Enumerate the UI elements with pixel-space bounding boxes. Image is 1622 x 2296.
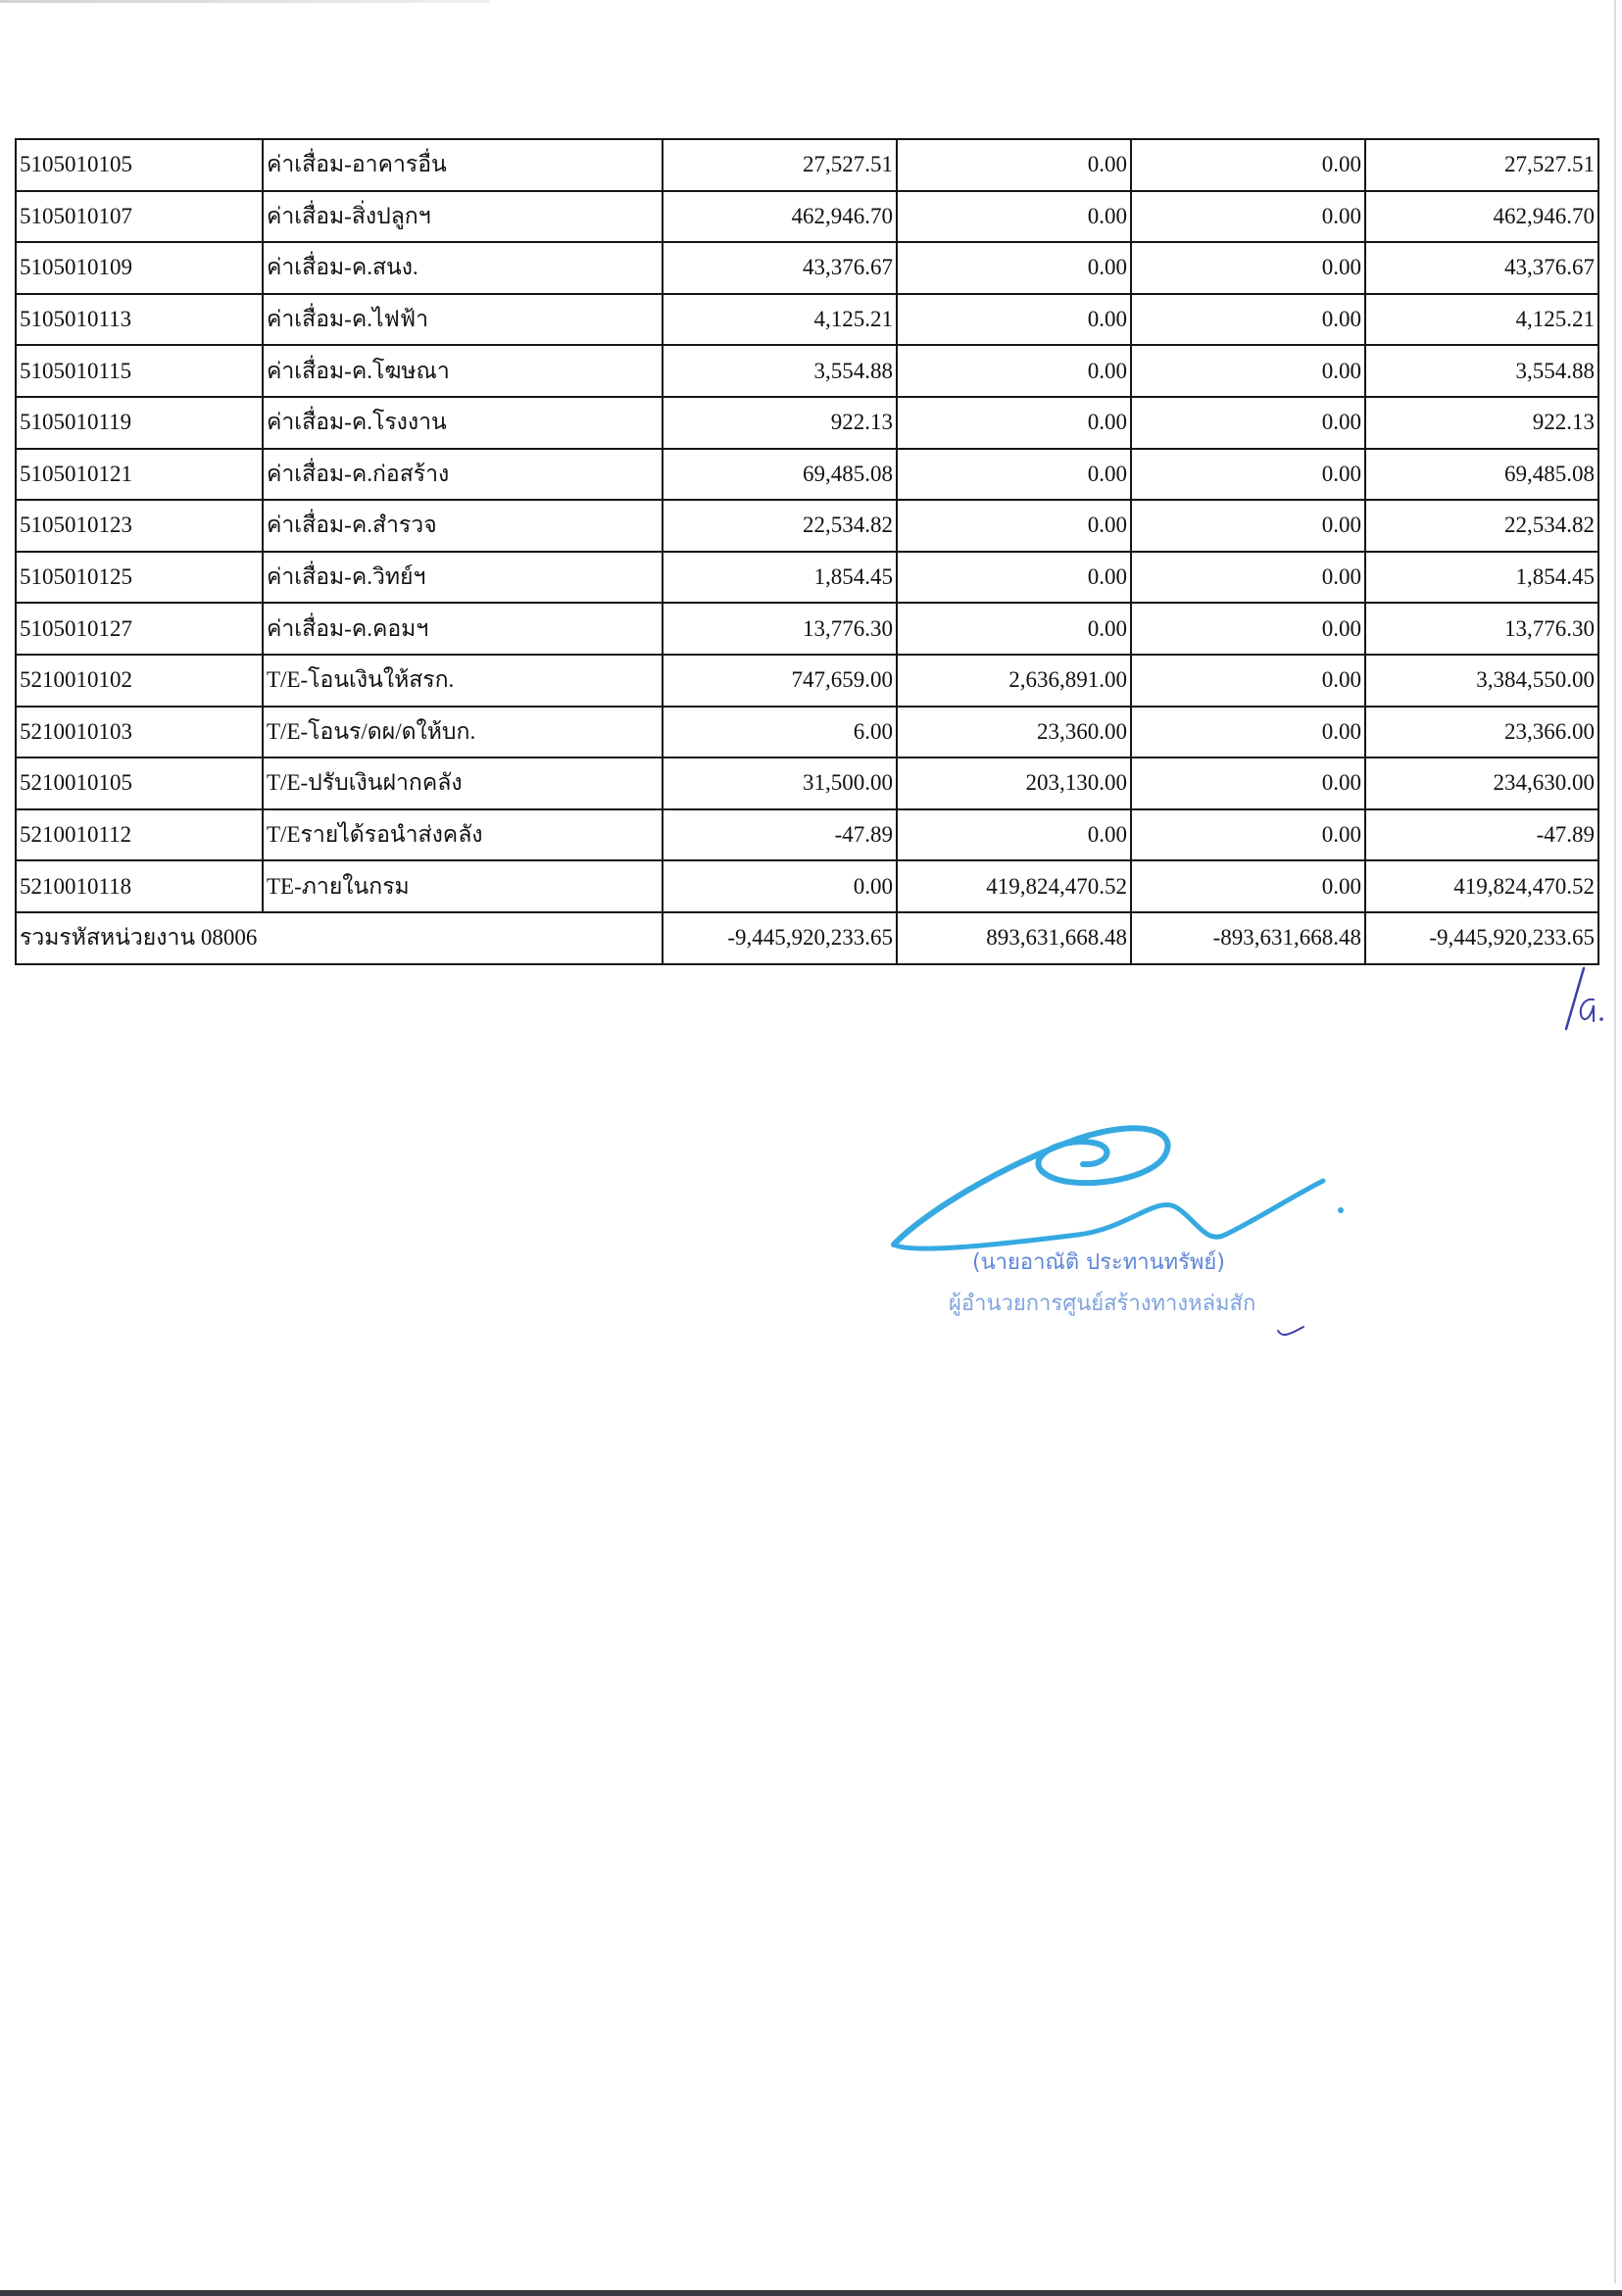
amount-col-4-cell: 419,824,470.52 [1365, 860, 1598, 912]
amount-col-4-cell: 3,554.88 [1365, 345, 1598, 397]
amount-col-4-cell: 234,630.00 [1365, 757, 1598, 809]
amount-col-2-cell: 0.00 [897, 397, 1131, 449]
total-label: รวมรหัสหน่วยงาน 08006 [16, 912, 663, 964]
amount-col-3-cell: 0.00 [1131, 552, 1365, 604]
total-row [16, 912, 1598, 964]
table-row [16, 500, 1598, 552]
account-name-cell: ค่าเสื่อม-ค.ไฟฟ้า [263, 294, 663, 346]
amount-col-1-cell: 3,554.88 [663, 345, 897, 397]
amount-col-3-cell: 0.00 [1131, 500, 1365, 552]
amount-col-4-cell: 23,366.00 [1365, 707, 1598, 758]
amount-col-2-cell: 0.00 [897, 809, 1131, 861]
amount-col-4-cell: 4,125.21 [1365, 294, 1598, 346]
account-code-cell: 5105010121 [16, 449, 263, 501]
amount-col-4-cell: 22,534.82 [1365, 500, 1598, 552]
amount-col-3-cell: 0.00 [1131, 707, 1365, 758]
amount-col-2-cell: 0.00 [897, 500, 1131, 552]
account-code-cell: 5105010125 [16, 552, 263, 604]
account-code-cell: 5105010107 [16, 191, 263, 243]
account-code-cell: 5105010105 [16, 139, 263, 191]
table-row [16, 242, 1598, 294]
amount-col-1-cell: 4,125.21 [663, 294, 897, 346]
account-code-cell: 5105010119 [16, 397, 263, 449]
total-col-3: -893,631,668.48 [1131, 912, 1365, 964]
amount-col-1-cell: 462,946.70 [663, 191, 897, 243]
account-code-cell: 5210010105 [16, 757, 263, 809]
signatory-name: (นายอาณัติ ประทานทรัพย์) [972, 1250, 1225, 1275]
account-name-cell: TE-ภายในกรม [263, 860, 663, 912]
account-name-cell: T/Eรายได้รอนำส่งคลัง [263, 809, 663, 861]
table-row [16, 757, 1598, 809]
amount-col-3-cell: 0.00 [1131, 191, 1365, 243]
amount-col-2-cell: 203,130.00 [897, 757, 1131, 809]
amount-col-4-cell: 27,527.51 [1365, 139, 1598, 191]
amount-col-2-cell: 0.00 [897, 242, 1131, 294]
amount-col-1-cell: 13,776.30 [663, 603, 897, 655]
account-name-cell: ค่าเสื่อม-ค.ก่อสร้าง [263, 449, 663, 501]
handwritten-signature-icon [882, 1098, 1352, 1254]
amount-col-4-cell: 1,854.45 [1365, 552, 1598, 604]
amount-col-2-cell: 0.00 [897, 294, 1131, 346]
signature-block [882, 1098, 1352, 1352]
account-name-cell: ค่าเสื่อม-ค.โรงงาน [263, 397, 663, 449]
account-name-cell: T/E-ปรับเงินฝากคลัง [263, 757, 663, 809]
amount-col-1-cell: 22,534.82 [663, 500, 897, 552]
amount-col-2-cell: 419,824,470.52 [897, 860, 1131, 912]
table-row [16, 449, 1598, 501]
account-code-cell: 5105010115 [16, 345, 263, 397]
amount-col-3-cell: 0.00 [1131, 242, 1365, 294]
account-name-cell: T/E-โอนเงินให้สรก. [263, 655, 663, 707]
account-code-cell: 5105010109 [16, 242, 263, 294]
amount-col-3-cell: 0.00 [1131, 397, 1365, 449]
amount-col-2-cell: 0.00 [897, 191, 1131, 243]
amount-col-2-cell: 23,360.00 [897, 707, 1131, 758]
table-row [16, 345, 1598, 397]
account-code-cell: 5210010103 [16, 707, 263, 758]
amount-col-3-cell: 0.00 [1131, 139, 1365, 191]
initial-mark-icon [1558, 960, 1617, 1039]
account-code-cell: 5105010113 [16, 294, 263, 346]
signatory-title: ผู้อำนวยการศูนย์สร้างทางหล่มสัก [949, 1292, 1256, 1316]
amount-col-1-cell: 0.00 [663, 860, 897, 912]
account-code-cell: 5105010127 [16, 603, 263, 655]
amount-col-4-cell: 43,376.67 [1365, 242, 1598, 294]
table-row [16, 552, 1598, 604]
amount-col-2-cell: 0.00 [897, 139, 1131, 191]
amount-col-1-cell: -47.89 [663, 809, 897, 861]
account-name-cell: ค่าเสื่อม-ค.วิทย์ฯ [263, 552, 663, 604]
amount-col-1-cell: 43,376.67 [663, 242, 897, 294]
account-code-cell: 5210010102 [16, 655, 263, 707]
amount-col-2-cell: 0.00 [897, 449, 1131, 501]
table-row [16, 860, 1598, 912]
amount-col-1-cell: 747,659.00 [663, 655, 897, 707]
amount-col-3-cell: 0.00 [1131, 655, 1365, 707]
account-name-cell: ค่าเสื่อม-ค.สำรวจ [263, 500, 663, 552]
account-code-cell: 5210010118 [16, 860, 263, 912]
account-name-cell: ค่าเสื่อม-ค.คอมฯ [263, 603, 663, 655]
account-code-cell: 5210010112 [16, 809, 263, 861]
amount-col-4-cell: 13,776.30 [1365, 603, 1598, 655]
account-name-cell: ค่าเสื่อม-ค.สนง. [263, 242, 663, 294]
amount-col-3-cell: 0.00 [1131, 809, 1365, 861]
total-col-1: -9,445,920,233.65 [663, 912, 897, 964]
total-col-2: 893,631,668.48 [897, 912, 1131, 964]
ledger-table [15, 138, 1599, 965]
amount-col-1-cell: 922.13 [663, 397, 897, 449]
amount-col-4-cell: 3,384,550.00 [1365, 655, 1598, 707]
ledger-body [16, 139, 1598, 964]
scan-top-edge [0, 0, 490, 3]
account-code-cell: 5105010123 [16, 500, 263, 552]
table-row [16, 707, 1598, 758]
amount-col-1-cell: 6.00 [663, 707, 897, 758]
table-row [16, 139, 1598, 191]
amount-col-1-cell: 27,527.51 [663, 139, 897, 191]
amount-col-3-cell: 0.00 [1131, 603, 1365, 655]
amount-col-2-cell: 0.00 [897, 552, 1131, 604]
initial-mark [1558, 960, 1617, 1044]
total-col-4: -9,445,920,233.65 [1365, 912, 1598, 964]
table-row [16, 655, 1598, 707]
scan-right-edge [1614, 0, 1616, 2283]
amount-col-2-cell: 2,636,891.00 [897, 655, 1131, 707]
amount-col-1-cell: 69,485.08 [663, 449, 897, 501]
amount-col-3-cell: 0.00 [1131, 449, 1365, 501]
amount-col-3-cell: 0.00 [1131, 294, 1365, 346]
check-mark-icon [1276, 1323, 1305, 1339]
amount-col-2-cell: 0.00 [897, 603, 1131, 655]
table-row [16, 809, 1598, 861]
account-name-cell: T/E-โอนร/ดผ/ดให้บก. [263, 707, 663, 758]
amount-col-4-cell: 69,485.08 [1365, 449, 1598, 501]
account-name-cell: ค่าเสื่อม-สิ่งปลูกฯ [263, 191, 663, 243]
amount-col-4-cell: -47.89 [1365, 809, 1598, 861]
table-row [16, 603, 1598, 655]
amount-col-3-cell: 0.00 [1131, 860, 1365, 912]
scan-bottom-edge [0, 2290, 1622, 2296]
account-name-cell: ค่าเสื่อม-ค.โฆษณา [263, 345, 663, 397]
account-name-cell: ค่าเสื่อม-อาคารอื่น [263, 139, 663, 191]
table-row [16, 397, 1598, 449]
amount-col-1-cell: 31,500.00 [663, 757, 897, 809]
amount-col-3-cell: 0.00 [1131, 757, 1365, 809]
table-row [16, 294, 1598, 346]
amount-col-1-cell: 1,854.45 [663, 552, 897, 604]
amount-col-3-cell: 0.00 [1131, 345, 1365, 397]
amount-col-2-cell: 0.00 [897, 345, 1131, 397]
amount-col-4-cell: 922.13 [1365, 397, 1598, 449]
table-row [16, 191, 1598, 243]
amount-col-4-cell: 462,946.70 [1365, 191, 1598, 243]
